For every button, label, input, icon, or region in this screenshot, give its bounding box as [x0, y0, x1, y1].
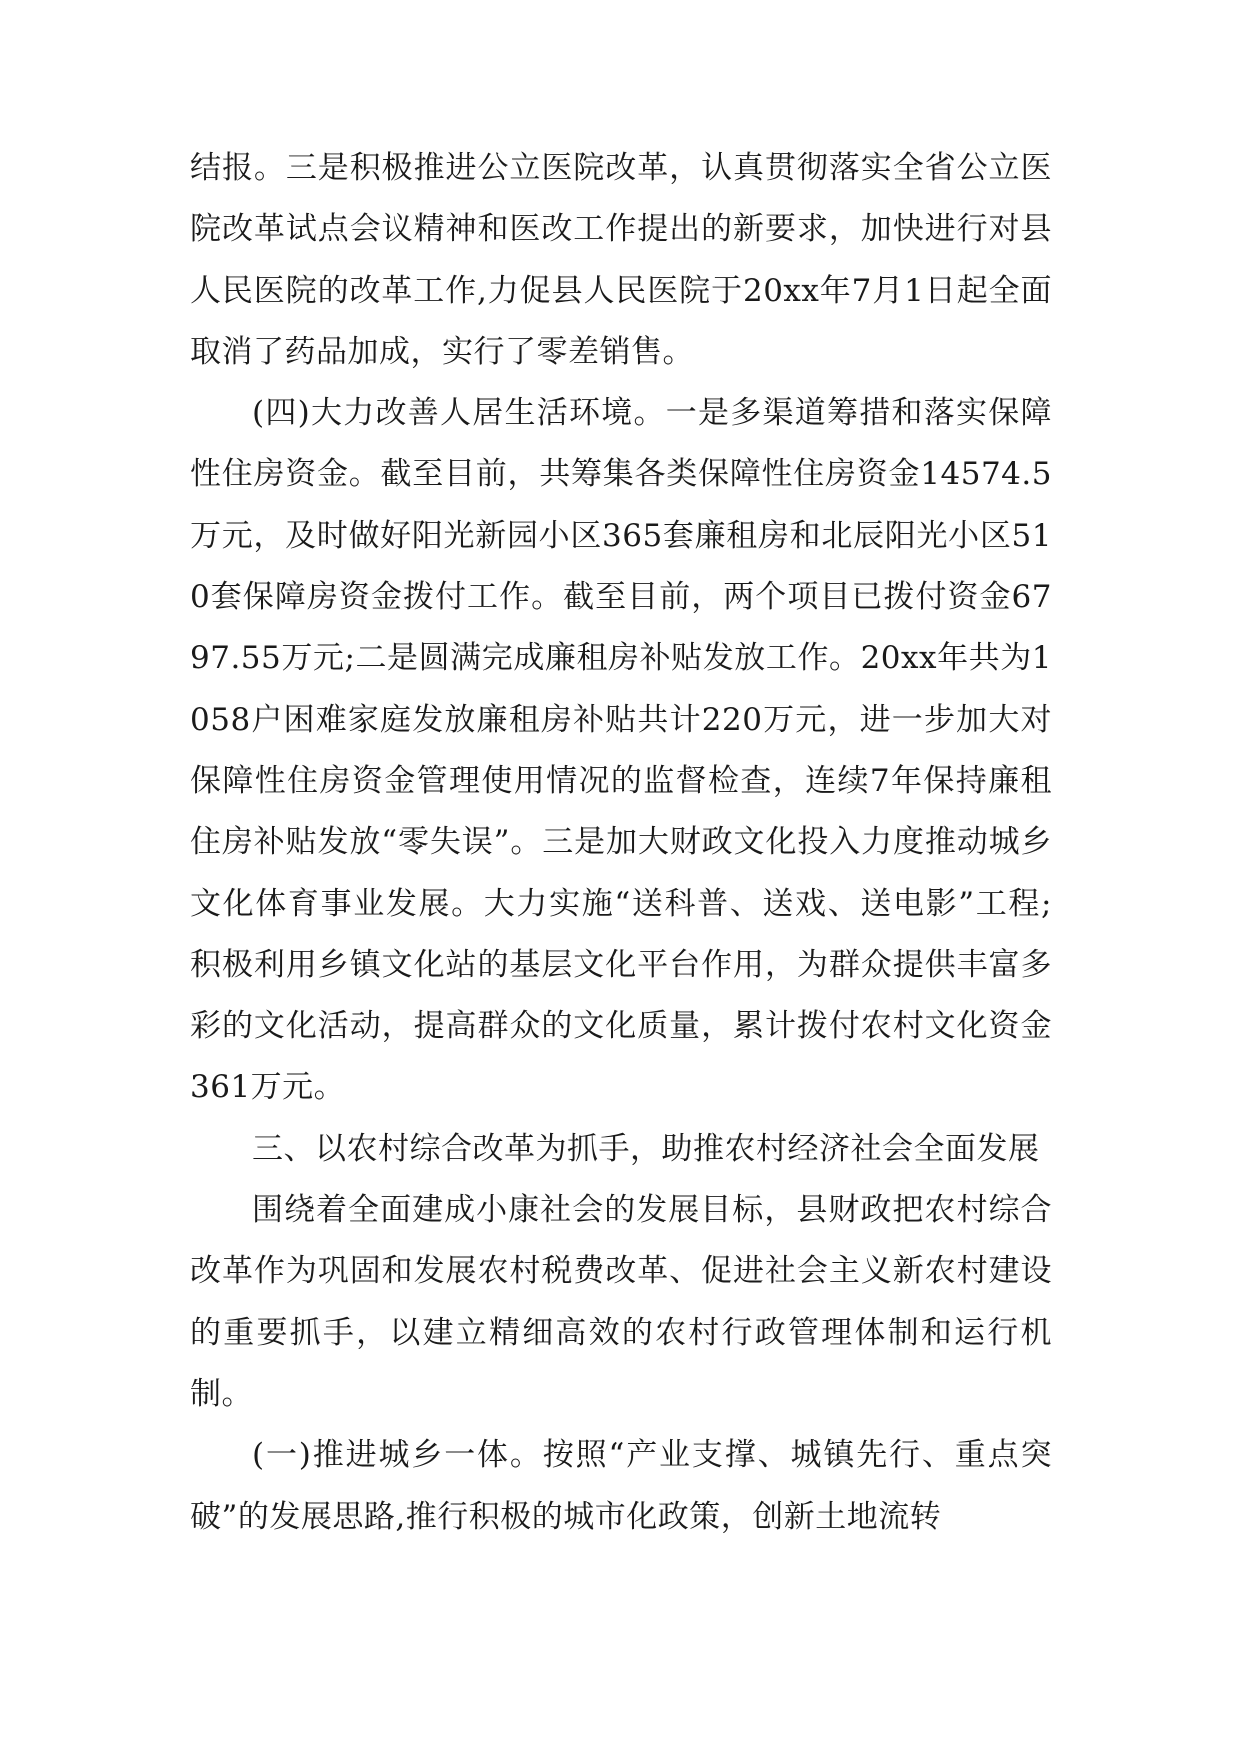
paragraph-living-environment: (四)大力改善人居生活环境。一是多渠道筹措和落实保障性住房资金。截至目前，共筹集各类保障性住房资金14574.5万元，及时做好阳光新园小区365套廉租房和北辰阳光小区510套保障房资金拨付工作。截至目前，两个项目已拨付资金6797.55万元;二是圆满完成廉租房补贴发放工作。20xx年共为1058户困难家庭发放廉租房补贴共计220万元，进一步加大对保障性住房资金管理使用情况的监督检查，连续7年保持廉租住房补贴发放“零失误”。三是加大财政文化投入力度推动城乡文化体育事业发展。大力实施“送科普、送戏、送电影”工程;积极利用乡镇文化站的基层文化平台作用，为群众提供丰富多彩的文化活动，提高群众的文化质量，累计拨付农村文化资金361万元。: [190, 395, 1052, 1106]
section-heading-rural-reform: 三、以农村综合改革为抓手，助推农村经济社会全面发展: [252, 1130, 1040, 1167]
paragraph-rural-reform-goal: 围绕着全面建成小康社会的发展目标，县财政把农村综合改革作为巩固和发展农村税费改革、促进社会主义新农村建设的重要抓手，以建立精细高效的农村行政管理体制和运行机制。: [190, 1192, 1052, 1412]
document-body: [190, 138, 1052, 1548]
paragraph-urban-rural-integration: (一)推进城乡一体。按照“产业支撑、城镇先行、重点突破”的发展思路,推行积极的城市化政策，创新土地流转: [190, 1437, 1052, 1535]
paragraph-hospital-reform-ending: 结报。三是积极推进公立医院改革，认真贯彻落实全省公立医院改革试点会议精神和医改工作提出的新要求，加快进行对县人民医院的改革工作,力促县人民医院于20xx年7月1日起全面取消了药品加成，实行了零差销售。: [190, 150, 1052, 370]
